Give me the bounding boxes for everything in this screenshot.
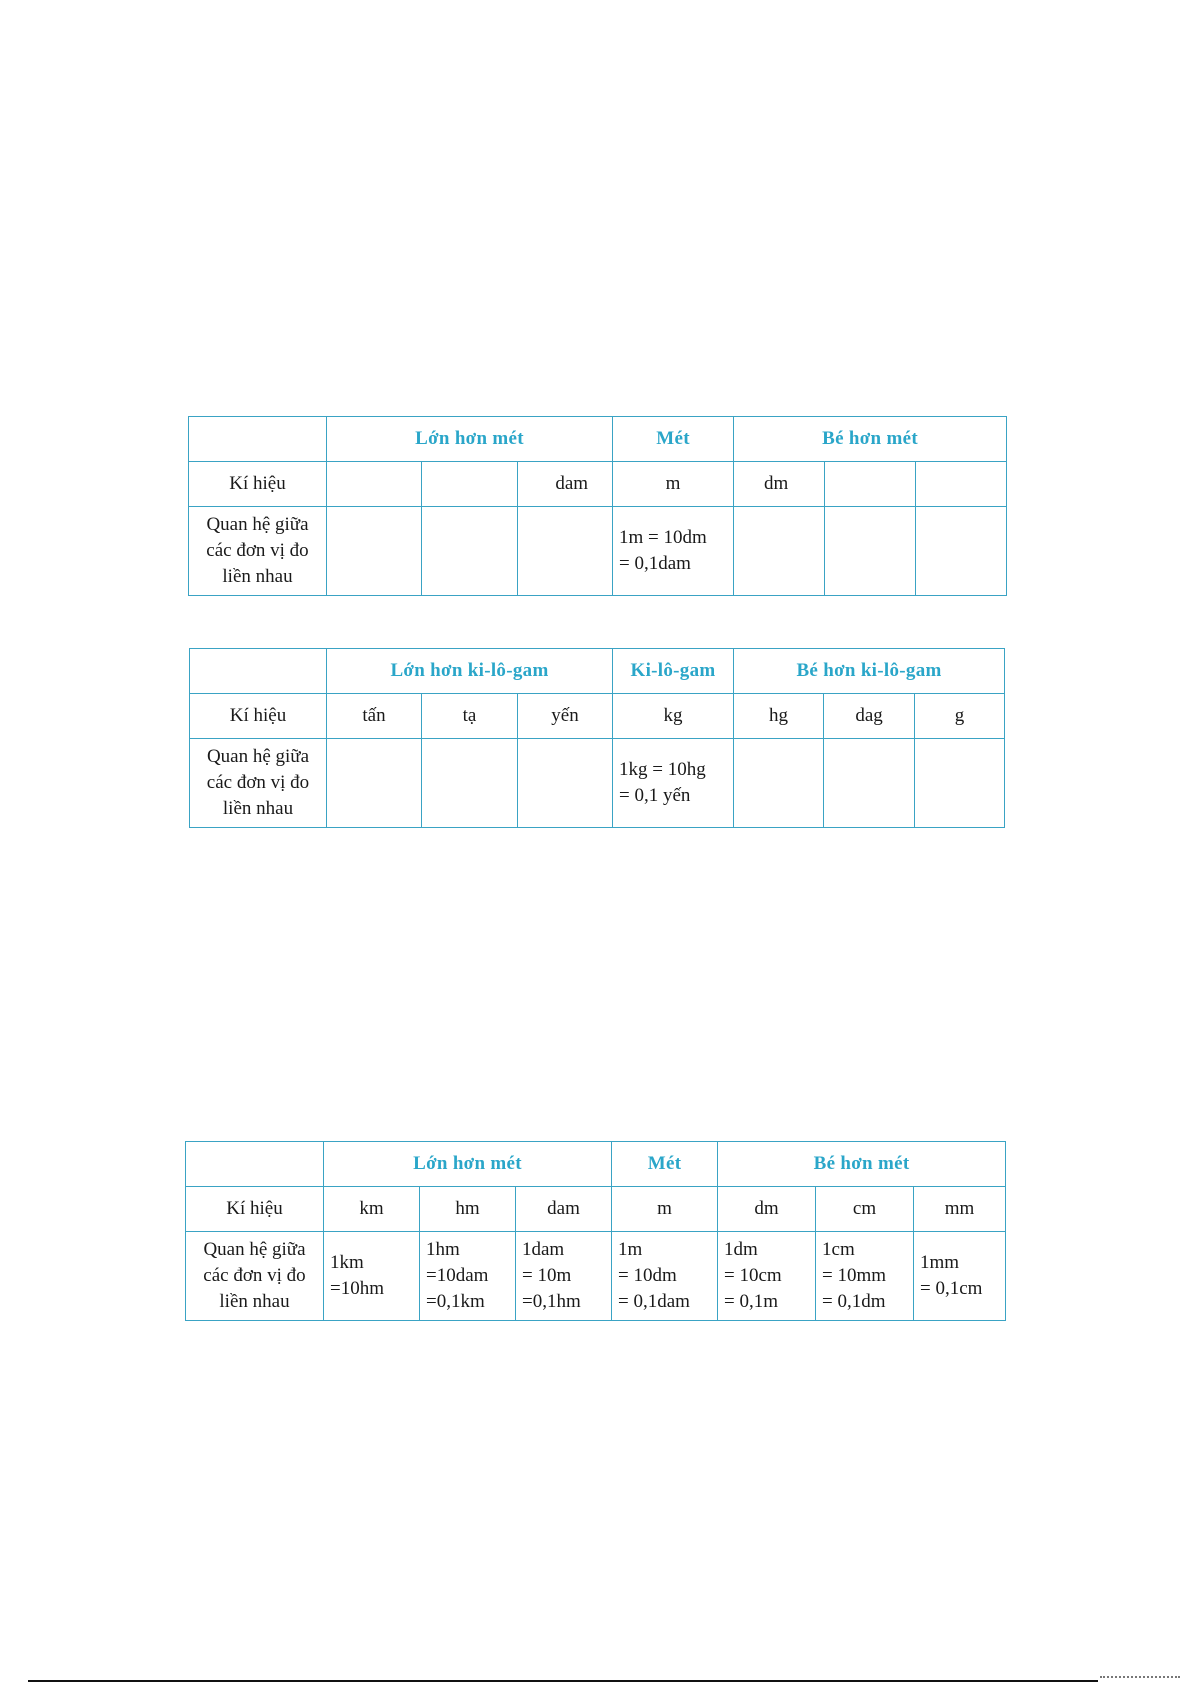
- relation-cell-dam: 1dam = 10m =0,1hm: [516, 1232, 612, 1321]
- relation-row-label: Quan hệ giữa các đơn vị đo liền nhau: [186, 1232, 324, 1321]
- page-bottom-rule: [28, 1680, 1098, 1682]
- relation-cell: [734, 507, 825, 596]
- symbol-row: [186, 1187, 1006, 1232]
- symbol-cell: dam: [518, 462, 613, 507]
- symbol-row-label: Kí hiệu: [189, 462, 327, 507]
- base-unit-heading: Mét: [613, 417, 734, 462]
- base-unit-heading: Ki-lô-gam: [613, 649, 734, 694]
- symbol-cell: m: [613, 462, 734, 507]
- relation-cell: [825, 507, 916, 596]
- symbol-cell: km: [324, 1187, 420, 1232]
- relation-cell: [422, 507, 518, 596]
- relation-cell: [915, 739, 1005, 828]
- relation-cell-m: 1m = 10dm = 0,1dam: [612, 1232, 718, 1321]
- mass-table: [189, 648, 1005, 828]
- relation-cell: [422, 739, 518, 828]
- relation-cell: 1m = 10dm = 0,1dam: [613, 507, 734, 596]
- symbol-row-label: Kí hiệu: [186, 1187, 324, 1232]
- base-unit-heading: Mét: [612, 1142, 718, 1187]
- symbol-cell: hg: [734, 694, 824, 739]
- relation-cell-mm: 1mm = 0,1cm: [914, 1232, 1006, 1321]
- symbol-cell: mm: [914, 1187, 1006, 1232]
- bigger-units-heading: Lớn hơn ki-lô-gam: [327, 649, 613, 694]
- corner-cell: [190, 649, 327, 694]
- symbol-cell: dam: [516, 1187, 612, 1232]
- symbol-cell: yến: [518, 694, 613, 739]
- smaller-units-heading: Bé hơn ki-lô-gam: [734, 649, 1005, 694]
- symbol-row: [190, 694, 1005, 739]
- relation-cell: [824, 739, 915, 828]
- relation-cell: [327, 739, 422, 828]
- header-row: [190, 649, 1005, 694]
- relation-cell: [518, 739, 613, 828]
- relation-cell-dm: 1dm = 10cm = 0,1m: [718, 1232, 816, 1321]
- bigger-units-heading: Lớn hơn mét: [327, 417, 613, 462]
- symbol-cell: m: [612, 1187, 718, 1232]
- relation-cell: [518, 507, 613, 596]
- relation-row-label: Quan hệ giữa các đơn vị đo liền nhau: [190, 739, 327, 828]
- relation-cell-km: 1km =10hm: [324, 1232, 420, 1321]
- symbol-cell: [916, 462, 1007, 507]
- corner-cell: [186, 1142, 324, 1187]
- relation-cell-hm: 1hm =10dam =0,1km: [420, 1232, 516, 1321]
- relation-row: [186, 1232, 1006, 1321]
- symbol-cell: [327, 462, 422, 507]
- relation-row: [190, 739, 1005, 828]
- relation-row-label: Quan hệ giữa các đơn vị đo liền nhau: [189, 507, 327, 596]
- symbol-row-label: Kí hiệu: [190, 694, 327, 739]
- symbol-cell: dag: [824, 694, 915, 739]
- symbol-cell: [422, 462, 518, 507]
- relation-row: [189, 507, 1007, 596]
- relation-cell: [327, 507, 422, 596]
- length-table-partial: [188, 416, 1007, 596]
- symbol-cell: kg: [613, 694, 734, 739]
- symbol-cell: hm: [420, 1187, 516, 1232]
- page-corner-mark: [1100, 1676, 1180, 1684]
- smaller-units-heading: Bé hơn mét: [734, 417, 1007, 462]
- symbol-row: [189, 462, 1007, 507]
- relation-cell: [734, 739, 824, 828]
- bigger-units-heading: Lớn hơn mét: [324, 1142, 612, 1187]
- symbol-cell: cm: [816, 1187, 914, 1232]
- length-table-complete: [185, 1141, 1006, 1321]
- relation-cell-cm: 1cm = 10mm = 0,1dm: [816, 1232, 914, 1321]
- symbol-cell: dm: [734, 462, 825, 507]
- corner-cell: [189, 417, 327, 462]
- relation-cell: [916, 507, 1007, 596]
- relation-cell: 1kg = 10hg = 0,1 yến: [613, 739, 734, 828]
- symbol-cell: tạ: [422, 694, 518, 739]
- header-row: [189, 417, 1007, 462]
- smaller-units-heading: Bé hơn mét: [718, 1142, 1006, 1187]
- symbol-cell: dm: [718, 1187, 816, 1232]
- header-row: [186, 1142, 1006, 1187]
- symbol-cell: tấn: [327, 694, 422, 739]
- symbol-cell: g: [915, 694, 1005, 739]
- symbol-cell: [825, 462, 916, 507]
